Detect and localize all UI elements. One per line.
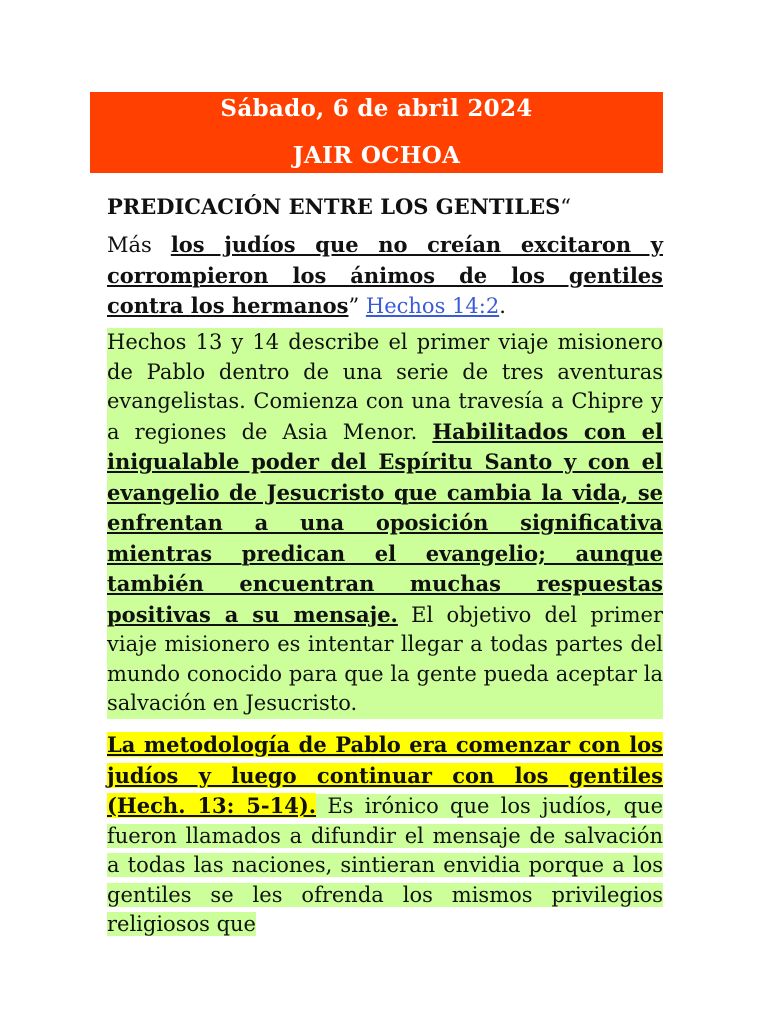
paragraph-methodology bbox=[107, 730, 663, 940]
intro-end: . bbox=[499, 294, 506, 318]
title-text: PREDICACIÓN ENTRE LOS GENTILES bbox=[107, 194, 561, 219]
paragraph-journey-end: El objetivo del primer viaje misionero es intentar llegar a todas partes del mundo conocido para que la gente pueda aceptar la salvación en Jesucristo. bbox=[107, 602, 663, 715]
paragraph-journey-start: Hechos 13 y 14 describe el primer viaje misionero de Pablo dentro de una serie de tres aventuras evangelistas. Comienza con una travesía a Chipre y a regiones de Asia Menor. bbox=[107, 330, 663, 444]
paragraph-methodology-emphasis: La metodología de Pablo era comenzar con los judíos y luego continuar con los gentiles (Hech. 13: 5-14). bbox=[107, 732, 663, 818]
intro-close-quote: ” bbox=[348, 294, 366, 318]
header-author: JAIR OCHOA bbox=[292, 142, 461, 169]
intro-verse-text: los judíos que no creían excitaron y corrompieron los ánimos de los gentiles contra los hermanos bbox=[107, 232, 663, 318]
paragraph-methodology-text: Es irónico que los judíos, que fueron llamados a difundir el mensaje de salvación a todas las naciones, sintieran envidia porque a los gentiles se les ofrenda los mismos privilegios religiosos que bbox=[107, 794, 664, 936]
intro-lead: Más bbox=[107, 233, 171, 257]
intro-paragraph bbox=[107, 230, 663, 322]
paragraph-journey-emphasis: Habilitados con el inigualable poder del Espíritu Santo y con el evangelio de Jesucristo que cambia la vida, se enfrentan a una oposición significativa mientras predican el evangelio; aunque también encuentran muchas respuestas positivas a su mensaje. bbox=[107, 418, 663, 627]
bible-reference-link[interactable]: Hechos 14:2 bbox=[365, 294, 500, 318]
paragraph-journey bbox=[107, 328, 663, 719]
title-quote-mark: “ bbox=[560, 195, 572, 219]
header-date: Sábado, 6 de abril 2024 bbox=[220, 95, 533, 122]
sermon-title bbox=[107, 192, 663, 223]
